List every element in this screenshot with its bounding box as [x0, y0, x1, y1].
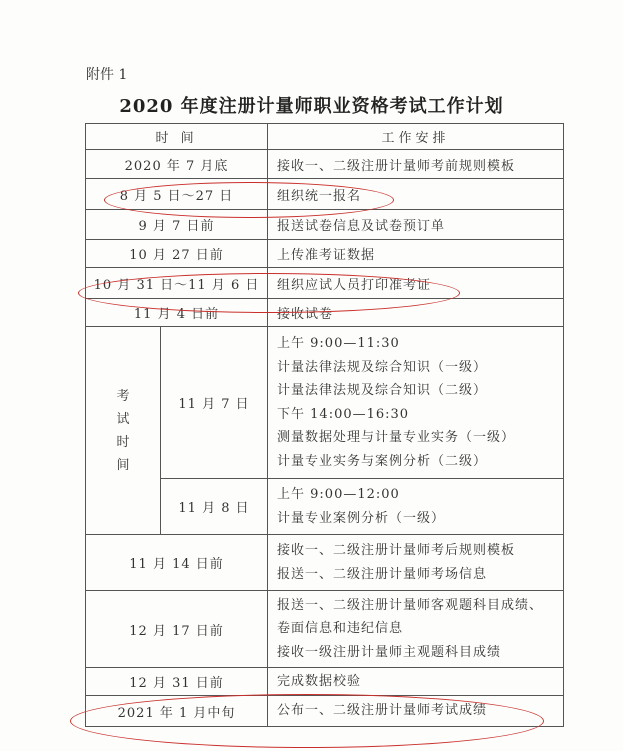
row-task: 接收试卷	[268, 299, 564, 327]
exam-label-char: 间	[116, 457, 130, 473]
row-time: 2021 年 1 月中旬	[86, 696, 268, 727]
row-time: 11 月 4 日前	[86, 299, 268, 327]
row-task: 接收一、二级注册计量师考前规则模板	[268, 150, 564, 179]
header-task: 工作安排	[268, 124, 564, 150]
table-row	[86, 668, 564, 696]
header-time: 时 间	[86, 124, 268, 150]
exam-line: 计量法律法规及综合知识（一级）	[277, 359, 488, 375]
task-line: 接收一级注册计量师主观题科目成绩	[277, 644, 502, 660]
row-time: 8 月 5 日～27 日	[86, 179, 268, 210]
table-row	[86, 696, 564, 727]
table-row	[86, 268, 564, 299]
table-row	[86, 299, 564, 327]
document-title: 2020 年度注册计量师职业资格考试工作计划	[119, 96, 504, 117]
task-line: 接收一、二级注册计量师考后规则模板	[277, 543, 516, 558]
row-task	[268, 591, 564, 668]
exam-subjects	[268, 479, 564, 535]
exam-date: 11 月 7 日	[161, 327, 268, 479]
exam-line: 下午 14:00—16:30	[277, 406, 410, 422]
row-time: 9 月 7 日前	[86, 210, 268, 240]
exam-label-char: 试	[116, 411, 130, 427]
exam-line: 计量法律法规及综合知识（二级）	[277, 383, 488, 398]
header-row	[86, 124, 564, 150]
row-time: 2020 年 7 月底	[86, 150, 268, 179]
exam-line: 计量专业案例分析（一级）	[277, 510, 446, 526]
row-time: 10 月 27 日前	[86, 240, 268, 268]
table-row	[86, 240, 564, 268]
row-task	[268, 535, 564, 591]
exam-label-char: 时	[116, 434, 130, 450]
exam-line: 上午 9:00—12:00	[277, 487, 400, 502]
table-row	[86, 210, 564, 240]
attachment-label: 附件 1	[86, 67, 128, 83]
exam-subjects	[268, 327, 564, 479]
row-task: 组织统一报名	[268, 179, 564, 210]
exam-row-day1	[86, 327, 564, 479]
row-task: 上传准考证数据	[268, 240, 564, 268]
task-line: 公布一、二级注册计量师考试成绩	[277, 703, 488, 719]
exam-time-label	[86, 327, 161, 535]
exam-line: 计量专业实务与案例分析（二级）	[277, 453, 488, 469]
row-task: 组织应试人员打印准考证	[268, 268, 564, 299]
row-task: 报送试卷信息及试卷预订单	[268, 210, 564, 240]
row-time: 10 月 31 日～11 月 6 日	[86, 268, 268, 299]
table-row	[86, 150, 564, 179]
row-time: 11 月 14 日前	[86, 535, 268, 591]
task-line: 完成数据校验	[277, 673, 362, 689]
row-task	[268, 696, 564, 727]
exam-label-char: 考	[116, 388, 130, 404]
row-time: 12 月 31 日前	[86, 668, 268, 696]
table-row	[86, 179, 564, 210]
task-line: 报送一、二级注册计量师客观题科目成绩、	[277, 597, 544, 613]
row-task	[268, 668, 564, 696]
table-row	[86, 535, 564, 591]
exam-line: 测量数据处理与计量专业实务（一级）	[277, 430, 516, 445]
task-line: 报送一、二级注册计量师考场信息	[277, 566, 488, 582]
table-row	[86, 591, 564, 668]
exam-line: 上午 9:00—11:30	[277, 336, 400, 351]
row-time: 12 月 17 日前	[86, 591, 268, 668]
schedule-table	[85, 123, 564, 727]
task-line: 卷面信息和违纪信息	[277, 621, 404, 637]
exam-date: 11 月 8 日	[161, 479, 268, 535]
